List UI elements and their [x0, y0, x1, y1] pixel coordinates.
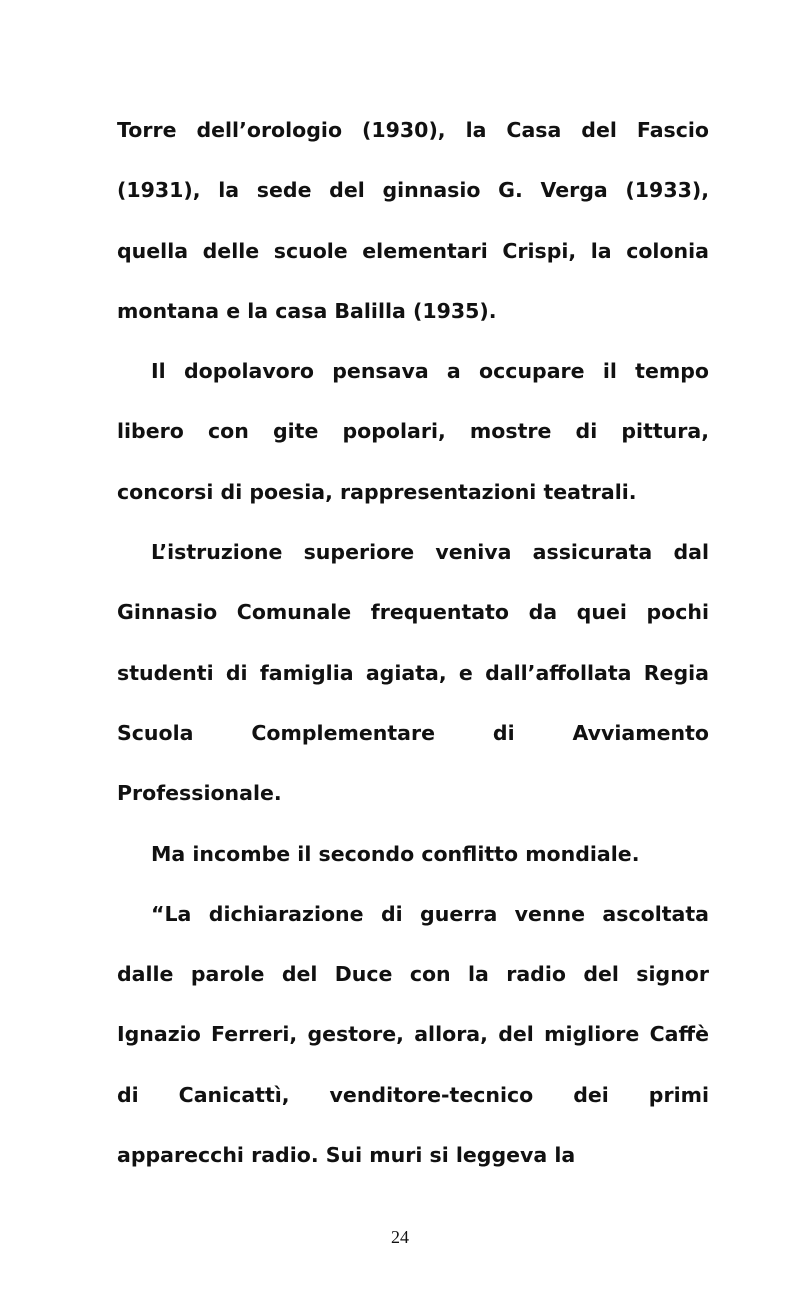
- paragraph-dopolavoro: Il dopolavoro pensava a occupare il tempo libero con gite popolari, mostre di pittura, concorsi di poesia, rappresentazioni teatrali.: [117, 359, 709, 504]
- body-text: [117, 100, 709, 1185]
- page-number: 24: [391, 1227, 409, 1247]
- paragraph-conflitto: Ma incombe il secondo conflitto mondiale.: [151, 841, 640, 866]
- paragraph-continuation: Torre dell’orologio (1930), la Casa del Fascio (1931), la sede del ginnasio G. Verga (1933), quella delle scuole elementari Crispi, la colonia montana e la casa Balilla (1935).: [117, 118, 709, 323]
- paragraph-istruzione: L’istruzione superiore veniva assicurata dal Ginnasio Comunale frequentato da quei pochi studenti di famiglia agiata, e dall’affollata Regia Scuola Complementare di Avviamento Professionale.: [117, 540, 709, 806]
- paragraph-dichiarazione: “La dichiarazione di guerra venne ascoltata dalle parole del Duce con la radio del signor Ignazio Ferreri, gestore, allora, del migliore Caffè di Canicattì, venditore-tecnico dei primi apparecchi radio. Sui muri si leggeva la: [117, 901, 709, 1168]
